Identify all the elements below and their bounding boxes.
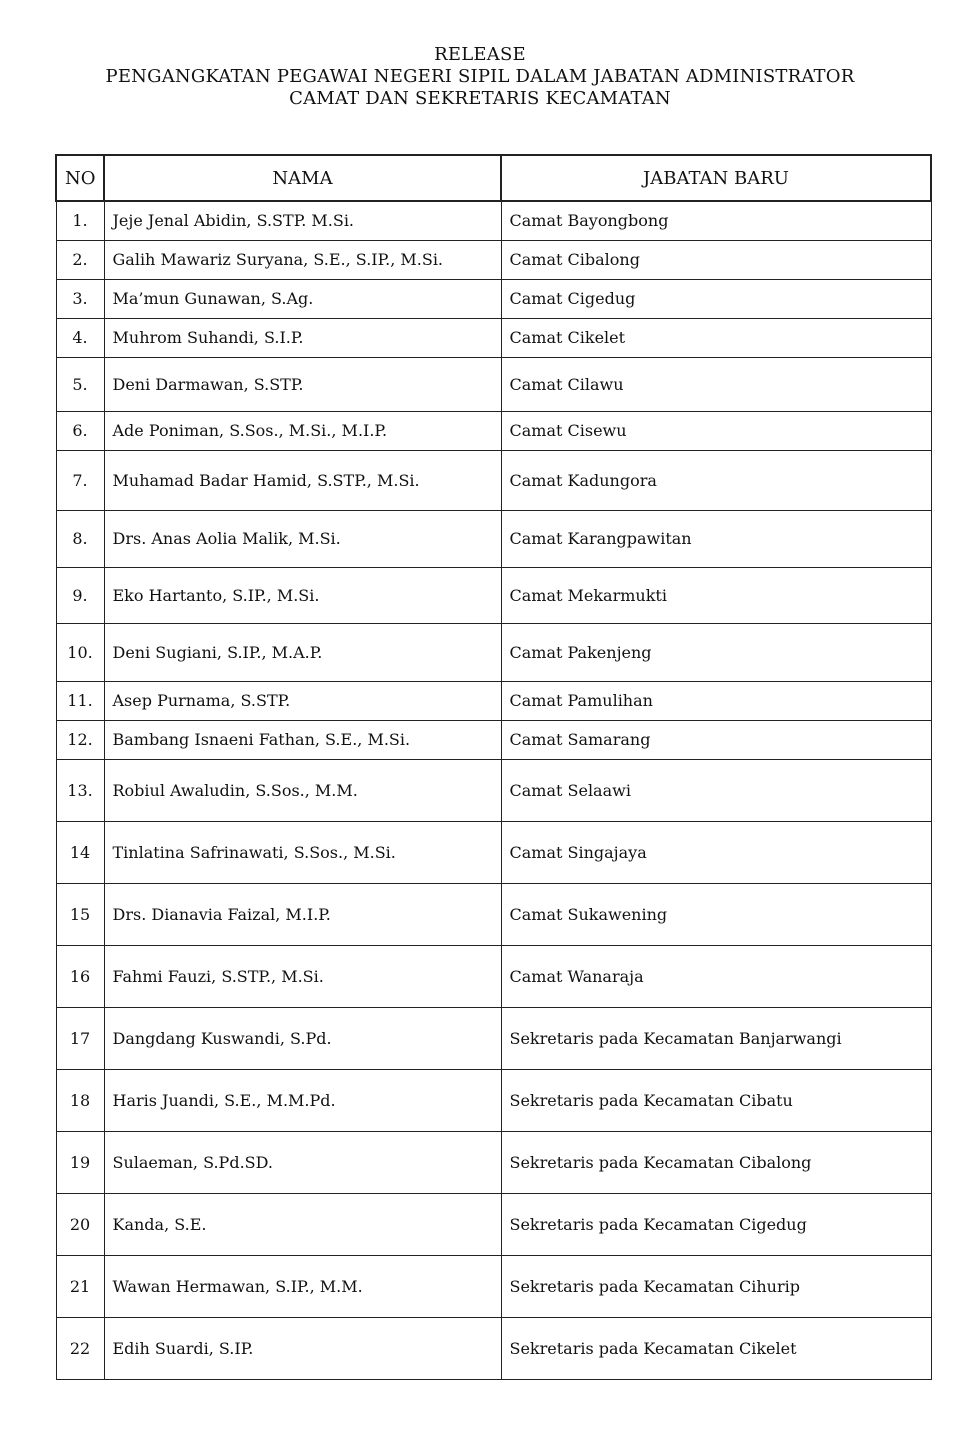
row-position: Camat Karangpawitan (501, 510, 931, 567)
row-number: 2. (56, 240, 104, 279)
table-row (56, 883, 931, 945)
row-name: Ade Poniman, S.Sos., M.Si., M.I.P. (104, 411, 501, 450)
row-position: Camat Samarang (501, 720, 931, 759)
table-row (56, 411, 931, 450)
row-number: 7. (56, 450, 104, 510)
row-name: Deni Sugiani, S.IP., M.A.P. (104, 623, 501, 681)
row-name: Jeje Jenal Abidin, S.STP. M.Si. (104, 201, 501, 240)
row-number: 19 (56, 1131, 104, 1193)
row-number: 8. (56, 510, 104, 567)
column-header-jabatan: JABATAN BARU (501, 155, 931, 201)
row-name: Sulaeman, S.Pd.SD. (104, 1131, 501, 1193)
row-position: Sekretaris pada Kecamatan Cibalong (501, 1131, 931, 1193)
row-number: 4. (56, 318, 104, 357)
table-row (56, 567, 931, 623)
row-name: Deni Darmawan, S.STP. (104, 357, 501, 411)
table-row (56, 681, 931, 720)
row-position: Camat Pamulihan (501, 681, 931, 720)
row-position: Camat Singajaya (501, 821, 931, 883)
row-number: 13. (56, 759, 104, 821)
row-name: Kanda, S.E. (104, 1193, 501, 1255)
row-number: 18 (56, 1069, 104, 1131)
row-position: Sekretaris pada Kecamatan Cibatu (501, 1069, 931, 1131)
table-row (56, 318, 931, 357)
row-number: 20 (56, 1193, 104, 1255)
row-name: Asep Purnama, S.STP. (104, 681, 501, 720)
table-row (56, 279, 931, 318)
row-number: 11. (56, 681, 104, 720)
row-position: Camat Cisewu (501, 411, 931, 450)
header-subtitle: PENGANGKATAN PEGAWAI NEGERI SIPIL DALAM JABATAN ADMINISTRATOR (105, 66, 855, 87)
row-number: 3. (56, 279, 104, 318)
row-name: Robiul Awaludin, S.Sos., M.M. (104, 759, 501, 821)
column-header-no: NO (56, 155, 104, 201)
row-name: Bambang Isnaeni Fathan, S.E., M.Si. (104, 720, 501, 759)
row-position: Camat Sukawening (501, 883, 931, 945)
row-number: 17 (56, 1007, 104, 1069)
row-name: Galih Mawariz Suryana, S.E., S.IP., M.Si. (104, 240, 501, 279)
table-row (56, 720, 931, 759)
header-title: RELEASE (434, 44, 526, 65)
table-row (56, 945, 931, 1007)
row-name: Fahmi Fauzi, S.STP., M.Si. (104, 945, 501, 1007)
column-header-nama: NAMA (104, 155, 501, 201)
row-name: Ma’mun Gunawan, S.Ag. (104, 279, 501, 318)
row-number: 21 (56, 1255, 104, 1317)
row-position: Camat Cilawu (501, 357, 931, 411)
table-row (56, 1131, 931, 1193)
row-name: Drs. Anas Aolia Malik, M.Si. (104, 510, 501, 567)
table-row (56, 450, 931, 510)
row-number: 9. (56, 567, 104, 623)
table-row (56, 1069, 931, 1131)
row-position: Sekretaris pada Kecamatan Cihurip (501, 1255, 931, 1317)
table-row (56, 201, 931, 240)
row-name: Dangdang Kuswandi, S.Pd. (104, 1007, 501, 1069)
row-name: Tinlatina Safrinawati, S.Sos., M.Si. (104, 821, 501, 883)
row-number: 15 (56, 883, 104, 945)
row-number: 16 (56, 945, 104, 1007)
release-table (55, 154, 932, 1380)
row-position: Camat Bayongbong (501, 201, 931, 240)
row-position: Camat Pakenjeng (501, 623, 931, 681)
table-row (56, 1007, 931, 1069)
row-position: Camat Mekarmukti (501, 567, 931, 623)
table-row (56, 759, 931, 821)
row-name: Muhrom Suhandi, S.I.P. (104, 318, 501, 357)
document-header (0, 44, 960, 110)
row-name: Muhamad Badar Hamid, S.STP., M.Si. (104, 450, 501, 510)
row-number: 5. (56, 357, 104, 411)
header-subtitle-2: CAMAT DAN SEKRETARIS KECAMATAN (289, 88, 671, 109)
table-row (56, 623, 931, 681)
row-name: Eko Hartanto, S.IP., M.Si. (104, 567, 501, 623)
row-number: 12. (56, 720, 104, 759)
row-position: Camat Cigedug (501, 279, 931, 318)
table-row (56, 240, 931, 279)
row-position: Camat Cikelet (501, 318, 931, 357)
row-number: 6. (56, 411, 104, 450)
row-number: 10. (56, 623, 104, 681)
table-row (56, 821, 931, 883)
row-position: Camat Kadungora (501, 450, 931, 510)
row-name: Drs. Dianavia Faizal, M.I.P. (104, 883, 501, 945)
row-position: Sekretaris pada Kecamatan Cigedug (501, 1193, 931, 1255)
row-number: 14 (56, 821, 104, 883)
table-row (56, 357, 931, 411)
table-row (56, 1255, 931, 1317)
row-position: Sekretaris pada Kecamatan Cikelet (501, 1317, 931, 1379)
row-number: 1. (56, 201, 104, 240)
table-row (56, 510, 931, 567)
row-name: Wawan Hermawan, S.IP., M.M. (104, 1255, 501, 1317)
row-name: Haris Juandi, S.E., M.M.Pd. (104, 1069, 501, 1131)
table-body (56, 201, 931, 1379)
row-position: Camat Wanaraja (501, 945, 931, 1007)
row-position: Sekretaris pada Kecamatan Banjarwangi (501, 1007, 931, 1069)
row-position: Camat Cibalong (501, 240, 931, 279)
table-header-row (56, 155, 931, 201)
row-name: Edih Suardi, S.IP. (104, 1317, 501, 1379)
table-row (56, 1193, 931, 1255)
table-row (56, 1317, 931, 1379)
row-number: 22 (56, 1317, 104, 1379)
row-position: Camat Selaawi (501, 759, 931, 821)
